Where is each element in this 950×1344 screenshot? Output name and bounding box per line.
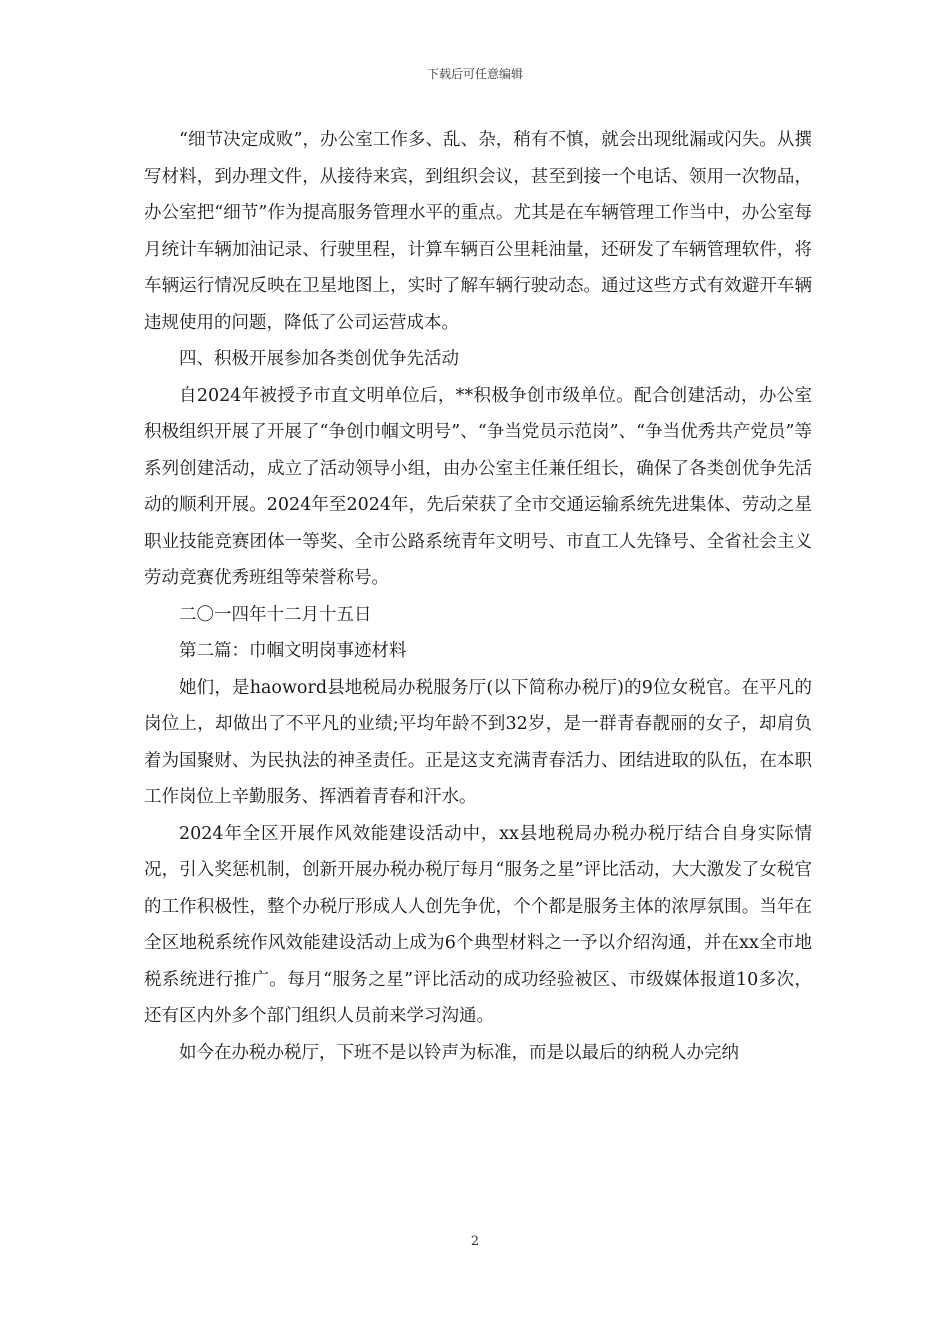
paragraph-civilization-unit: 自2024年被授予市直文明单位后，**积极争创市级单位。配合创建活动，办公室积极组织开展了开展了“争创巾帼文明号”、“争当党员示范岗”、“争当优秀共产党员”等系列创建活动，成立了活动领导小组，由办公室主任兼任组长，确保了各类创优争先活动的顺利开展。2024年至2024年，先后荣获了全市交通运输系统先进集体、劳动之星职业技能竞赛团体一等奖、全市公路系统青年文明号、市直工人先锋号、全省社会主义劳动竞赛优秀班组等荣誉称号。 (144, 385, 812, 588)
paragraph-tax-officers: 她们，是haoword县地税局办税服务厅(以下简称办税厅)的9位女税官。在平凡的岗位上，却做出了不平凡的业绩;平均年龄不到32岁，是一群青春靓丽的女子，却肩负着为国聚财、为民执法的神圣责任。正是这支充满青春活力、团结进取的队伍，在本职工作岗位上辛勤服务、挥洒着青春和汗水。 (144, 677, 812, 807)
paragraph-service-star: 2024年全区开展作风效能建设活动中，xx县地税局办税办税厅结合自身实际情况，引入奖惩机制，创新开展办税办税厅每月“服务之星”评比活动，大大激发了女税官的工作积极性，整个办税厅形成人人创先争优，个个都是服务主体的浓厚氛围。当年在全区地税系统作风效能建设活动上成为6个典型材料之一予以介绍沟通，并在xx全市地税系统进行推广。每月“服务之星”评比活动的成功经验被区、市级媒体报道10多次，还有区内外多个部门组织人员前来学习沟通。 (144, 823, 812, 1026)
page-number: 2 (470, 1234, 480, 1249)
document-body (144, 122, 812, 1071)
section-heading-four: 四、积极开展参加各类创优争先活动 (179, 349, 459, 369)
page-header: 下载后可任意编辑 (426, 67, 523, 81)
paragraph-closing: 如今在办税办税厅，下班不是以铃声为标准，而是以最后的纳税人办完纳 (179, 1042, 739, 1063)
date-line: 二〇一四年十二月十五日 (179, 604, 372, 625)
section-heading-second-article: 第二篇：巾帼文明岗事迹材料 (179, 641, 407, 661)
paragraph-details-matter: “细节决定成败”，办公室工作多、乱、杂，稍有不慎，就会出现纰漏或闪失。从撰写材料，到办理文件，从接待来宾，到组织会议，甚至到接一个电话、领用一次物品，办公室把“细节”作为提高服务管理水平的重点。尤其是在车辆管理工作当中，办公室每月统计车辆加油记录、行驶里程，计算车辆百公里耗油量，还研发了车辆管理软件，将车辆运行情况反映在卫星地图上，实时了解车辆行驶动态。通过这些方式有效避开车辆违规使用的问题，降低了公司运营成本。 (144, 130, 812, 333)
